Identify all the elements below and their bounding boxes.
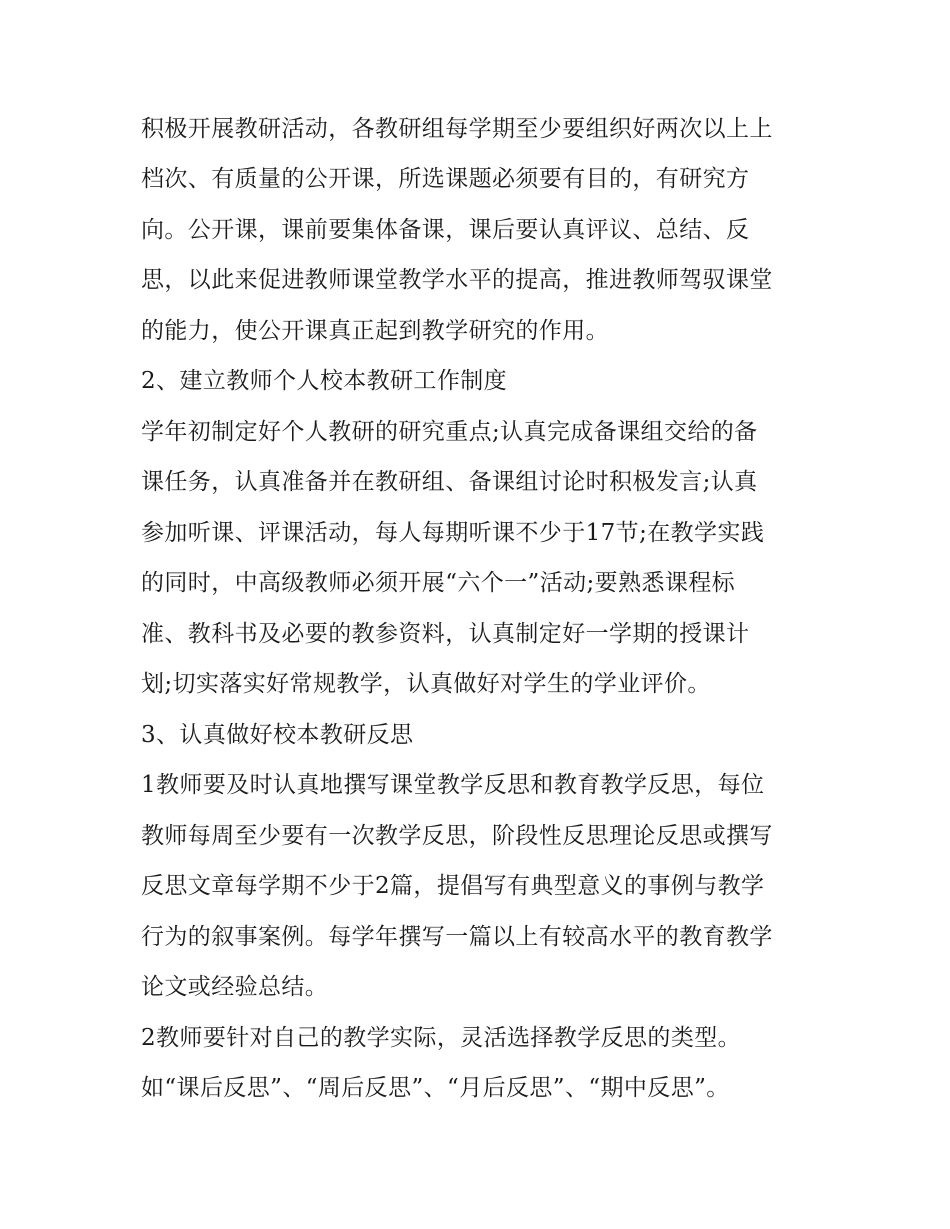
paragraph-line: 2教师要针对自己的教学实际，灵活选择教学反思的类型。 [141, 1025, 742, 1051]
paragraph-line: 反思文章每学期不少于2篇，提倡写有典型意义的事例与教学 [141, 873, 765, 899]
paragraph-line: 如“课后反思”、“周后反思”、“月后反思”、“期中反思”。 [141, 1075, 730, 1101]
paragraph-line: 思，以此来促进教师课堂教学水平的提高，推进教师驾驭课堂 [141, 267, 773, 293]
paragraph-line: 学年初制定好个人教研的研究重点;认真完成备课组交给的备 [141, 419, 758, 445]
paragraph-line: 教师每周至少要有一次教学反思，阶段性反思理论反思或撰写 [141, 823, 773, 849]
paragraph-line: 1教师要及时认真地撰写课堂教学反思和教育教学反思，每位 [141, 772, 765, 798]
paragraph-line: 行为的叙事案例。每学年撰写一篇以上有较高水平的教育教学 [141, 924, 773, 950]
paragraph-line: 课任务，认真准备并在教研组、备课组讨论时积极发言;认真 [141, 469, 758, 495]
paragraph-line: 准、教科书及必要的教参资料，认真制定好一学期的授课计 [141, 621, 750, 647]
section-heading: 2、建立教师个人校本教研工作制度 [141, 368, 508, 394]
paragraph-line: 划;切实落实好常规教学，认真做好对学生的学业评价。 [141, 671, 711, 697]
paragraph-line: 向。公开课，课前要集体备课，课后要认真评议、总结、反 [141, 217, 750, 243]
paragraph-line: 的同时，中高级教师必须开展“六个一”活动;要熟悉课程标 [141, 570, 736, 596]
paragraph-line: 参加听课、评课活动，每人每期听课不少于17节;在教学实践 [141, 520, 765, 546]
paragraph-line: 论文或经验总结。 [141, 974, 329, 1000]
paragraph-line: 档次、有质量的公开课，所选课题必须要有目的，有研究方 [141, 166, 750, 192]
section-heading: 3、认真做好校本教研反思 [141, 722, 414, 748]
paragraph-line: 的能力，使公开课真正起到教学研究的作用。 [141, 318, 609, 344]
paragraph-line: 积极开展教研活动，各教研组每学期至少要组织好两次以上上 [141, 116, 773, 142]
